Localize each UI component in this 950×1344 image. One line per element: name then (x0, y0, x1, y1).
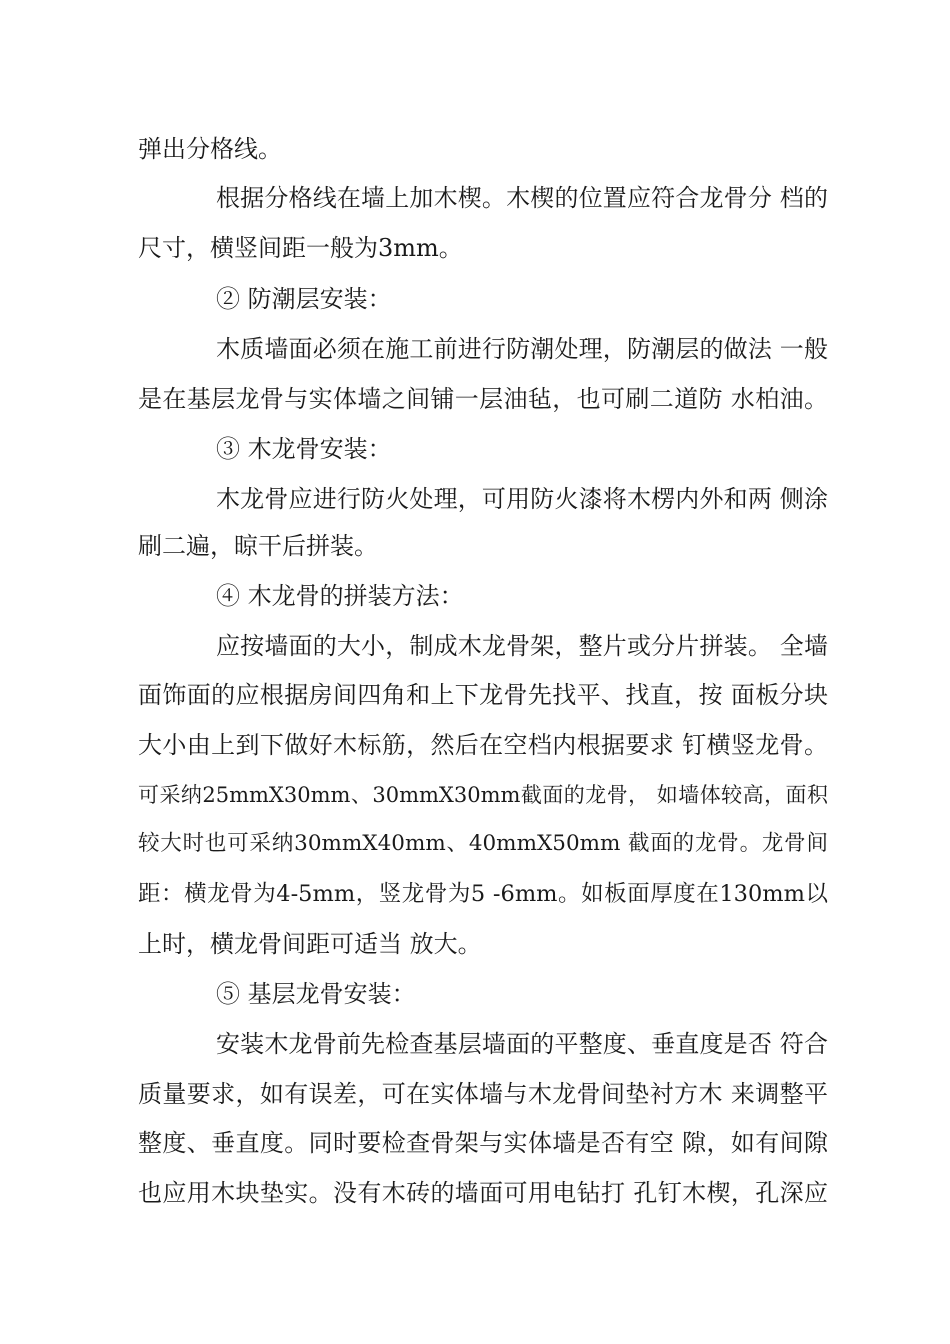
text-line-3: 尺寸，横竖间距一般为3mm。 (138, 234, 463, 262)
section-heading-5: ⑤ 基层龙骨安装： (216, 980, 416, 1008)
text-line-1: 弹出分格线。 (138, 135, 282, 163)
text-line-8: 木龙骨应进行防火处理，可用防火漆将木楞内外和两 侧涂 (216, 485, 828, 513)
text-line-14: 可采纳25mmX30mm、30mmX30mm截面的龙骨， 如墙体较高，面积 (138, 783, 828, 807)
text-line-9: 刷二遍，晾干后拼装。 (138, 532, 378, 560)
text-line-12: 面饰面的应根据房间四角和上下龙骨先找平、找直，按 面板分块 (138, 681, 828, 709)
text-line-2: 根据分格线在墙上加木楔。木楔的位置应符合龙骨分 档的 (216, 184, 828, 212)
section-heading-4: ④ 木龙骨的拼装方法： (216, 582, 464, 610)
section-heading-3: ③ 木龙骨安装： (216, 435, 392, 463)
text-line-13: 大小由上到下做好木标筋，然后在空档内根据要求 钉横竖龙骨。 (138, 731, 828, 759)
text-line-19: 安装木龙骨前先检查基层墙面的平整度、垂直度是否 符合 (216, 1030, 828, 1058)
text-line-21: 整度、垂直度。同时要检查骨架与实体墙是否有空 隙，如有间隙 (138, 1129, 828, 1157)
text-line-5: 木质墙面必须在施工前进行防潮处理，防潮层的做法 一般 (216, 335, 828, 363)
section-heading-2: ② 防潮层安装： (216, 285, 392, 313)
text-line-22: 也应用木块垫实。没有木砖的墙面可用电钻打 孔钉木楔，孔深应 (138, 1179, 828, 1207)
text-line-17: 上时，横龙骨间距可适当 放大。 (138, 930, 482, 958)
text-line-20: 质量要求，如有误差，可在实体墙与木龙骨间垫衬方木 来调整平 (138, 1080, 828, 1108)
text-line-16: 距：横龙骨为4-5mm，竖龙骨为5 -6mm。如板面厚度在130mm以 (138, 881, 828, 907)
text-line-6: 是在基层龙骨与实体墙之间铺一层油毡，也可刷二道防 水柏油。 (138, 385, 828, 413)
text-line-15: 较大时也可采纳30mmX40mm、40mmX50mm 截面的龙骨。龙骨间 (138, 831, 828, 856)
text-line-11: 应按墙面的大小，制成木龙骨架，整片或分片拼装。 全墙 (216, 632, 828, 660)
